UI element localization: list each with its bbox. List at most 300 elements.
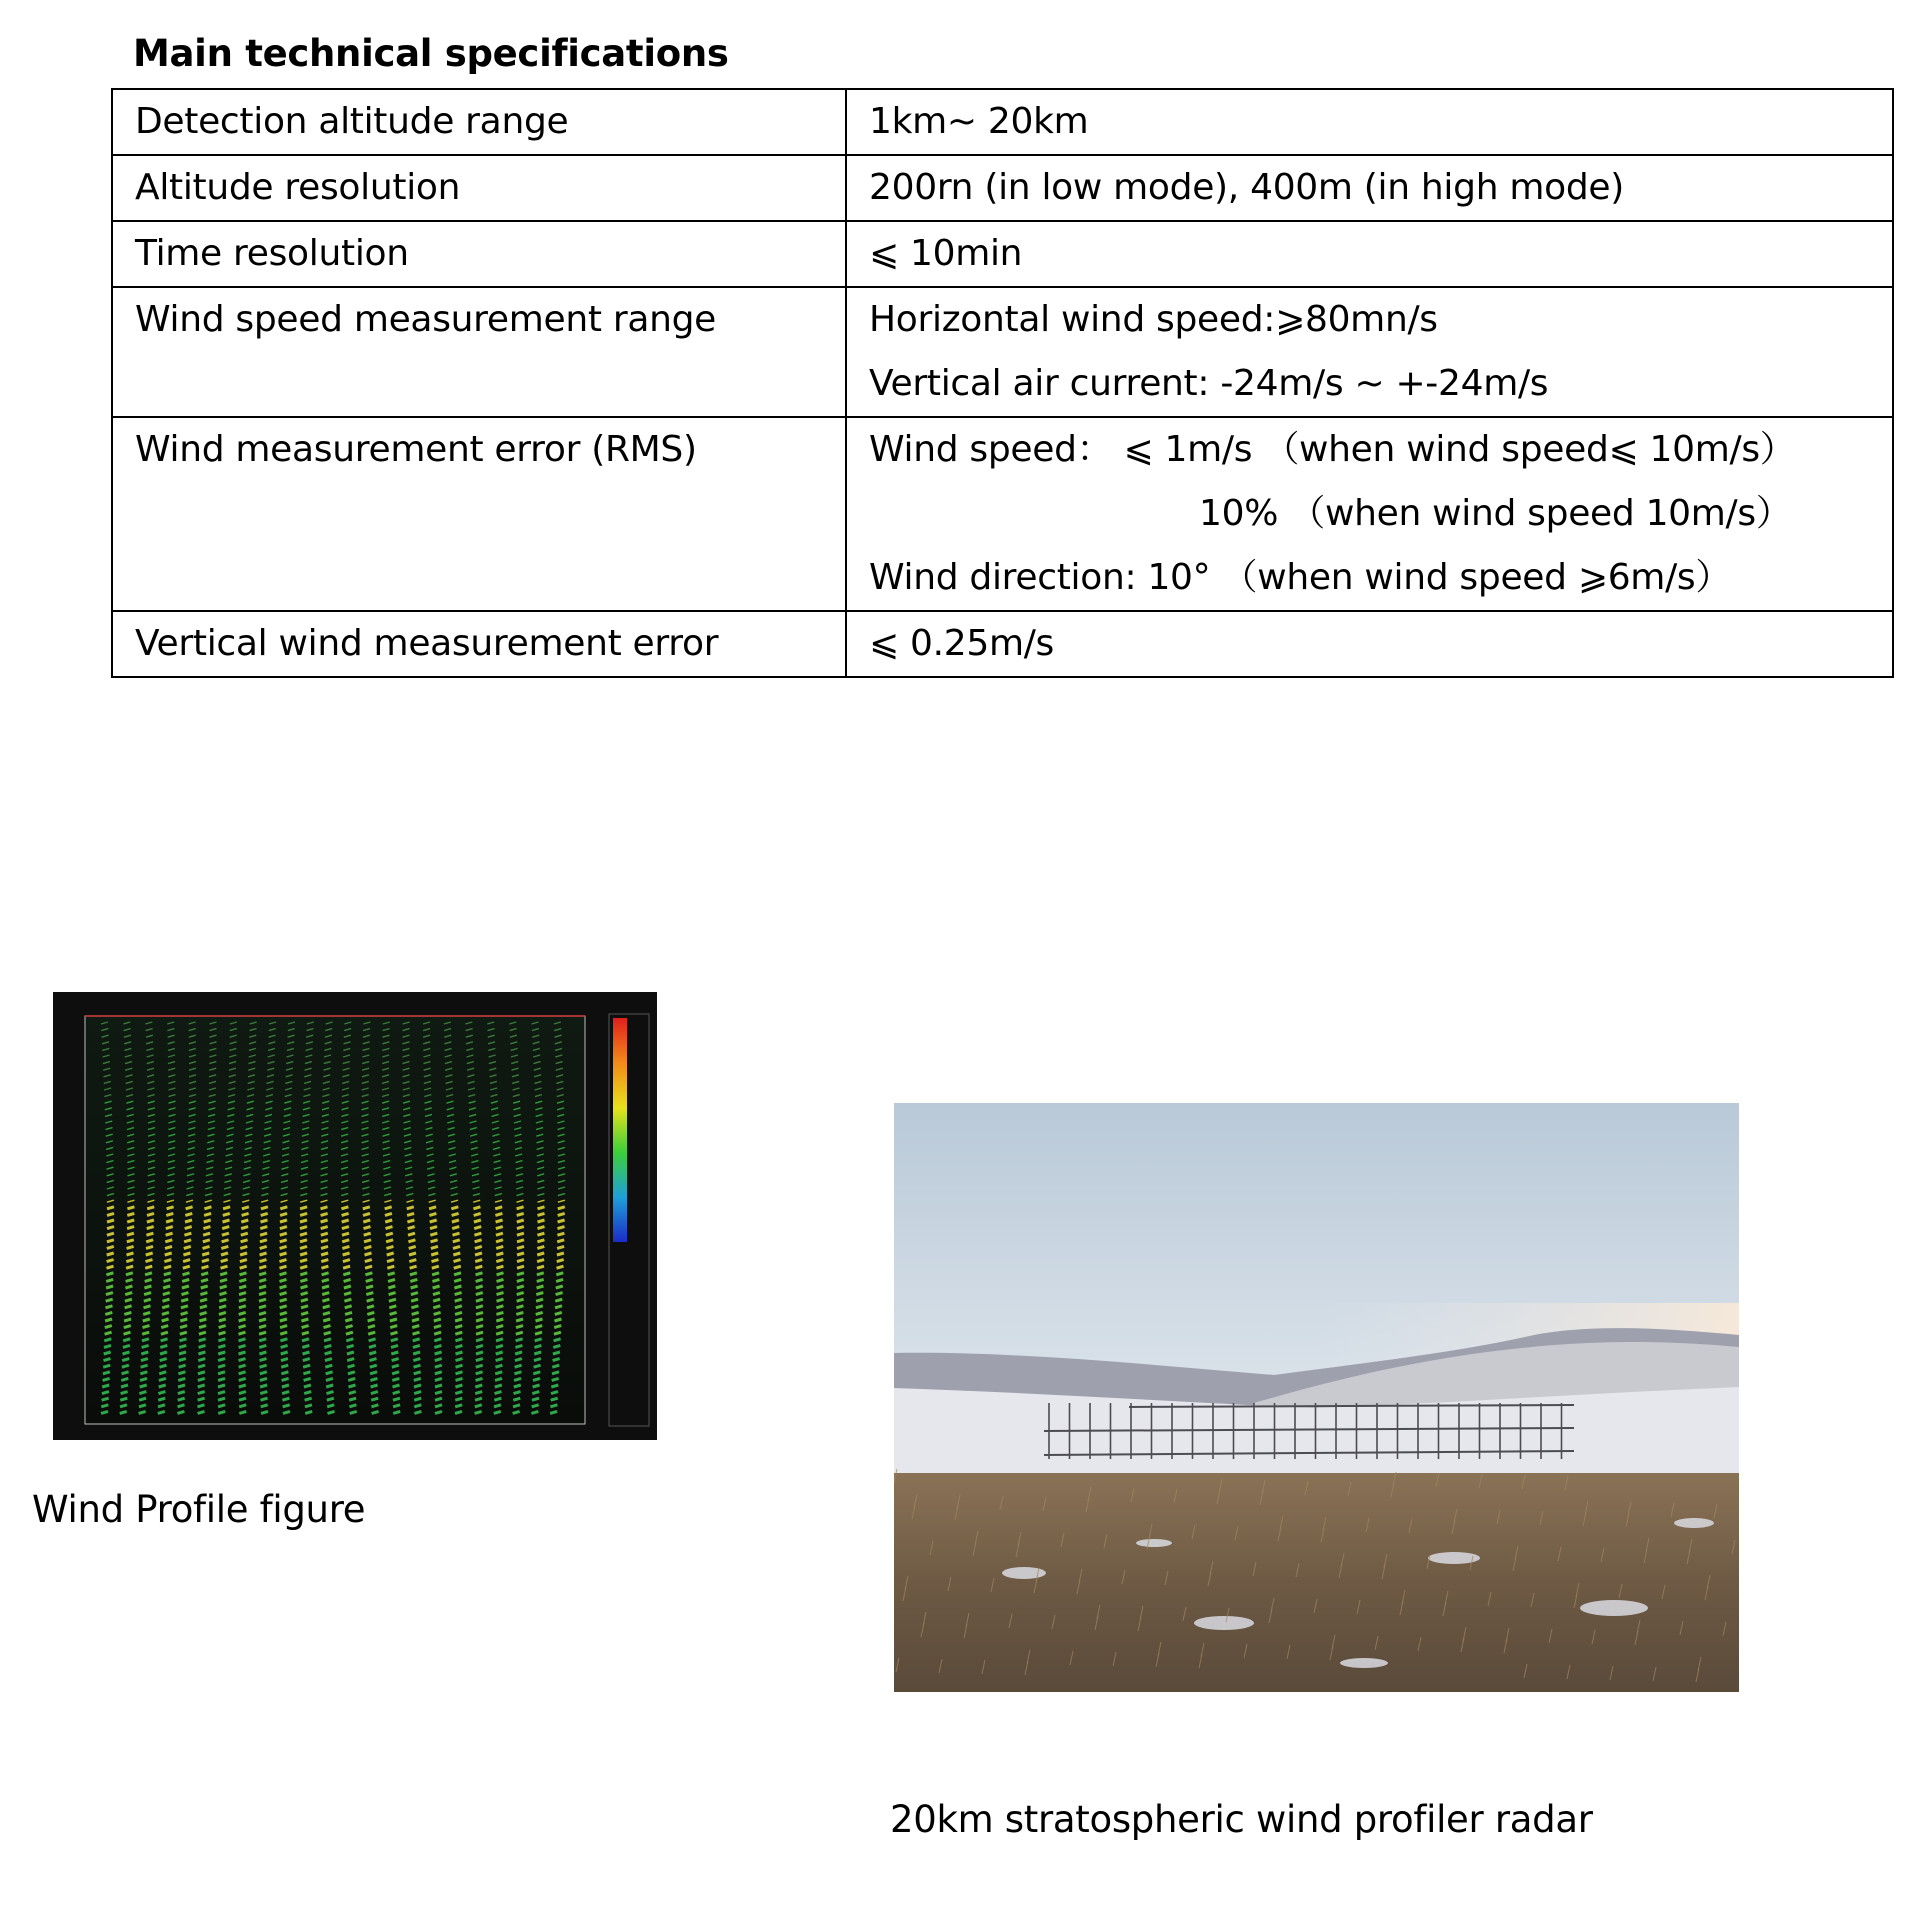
- wind-barb: [300, 1207, 307, 1209]
- wind-barb: [261, 1220, 268, 1222]
- wind-barb: [198, 1365, 205, 1367]
- wind-barb: [414, 1405, 421, 1407]
- wind-barb: [185, 1213, 192, 1215]
- wind-barb: [142, 1332, 149, 1334]
- wind-barb: [179, 1359, 186, 1361]
- wind-barb: [239, 1279, 246, 1281]
- wind-barb: [368, 1319, 375, 1321]
- wind-barb: [324, 1332, 331, 1334]
- wind-barb: [300, 1260, 307, 1262]
- wind-barb: [516, 1319, 523, 1321]
- wind-barb: [409, 1246, 416, 1248]
- wind-barb: [122, 1372, 129, 1374]
- wind-barb: [342, 1227, 349, 1229]
- spec-label: Detection altitude range: [112, 89, 846, 155]
- wind-barb: [452, 1227, 459, 1229]
- wind-barb: [282, 1392, 289, 1394]
- wind-barb: [202, 1266, 209, 1268]
- wind-barb: [413, 1352, 420, 1354]
- wind-barb: [515, 1352, 522, 1354]
- wind-barb: [364, 1240, 371, 1242]
- wind-barb: [282, 1385, 289, 1387]
- wind-barb: [414, 1411, 421, 1413]
- wind-barb: [393, 1398, 400, 1400]
- wind-barb: [496, 1233, 503, 1235]
- wind-barb: [347, 1359, 354, 1361]
- wind-barb: [106, 1299, 113, 1301]
- wind-barb: [455, 1293, 462, 1295]
- wind-barb: [280, 1246, 287, 1248]
- wind-barb: [102, 1385, 109, 1387]
- wind-barb: [125, 1286, 132, 1288]
- wind-barb: [107, 1227, 114, 1229]
- wind-barb: [159, 1378, 166, 1380]
- wind-barb: [121, 1385, 128, 1387]
- wind-barb: [342, 1240, 349, 1242]
- wind-barb: [364, 1246, 371, 1248]
- wind-barb: [515, 1345, 522, 1347]
- wind-barb: [453, 1240, 460, 1242]
- wind-barb: [259, 1266, 266, 1268]
- wind-barb: [346, 1326, 353, 1328]
- wind-barb: [107, 1213, 114, 1215]
- wind-barb: [239, 1286, 246, 1288]
- wind-barb: [106, 1306, 113, 1308]
- wind-barb: [186, 1207, 193, 1209]
- wind-barb: [242, 1207, 249, 1209]
- wind-barb: [125, 1306, 132, 1308]
- wind-barb: [166, 1213, 173, 1215]
- wind-barb: [496, 1220, 503, 1222]
- wind-barb: [222, 1227, 229, 1229]
- wind-barb: [476, 1352, 483, 1354]
- wind-barb: [555, 1306, 562, 1308]
- wind-barb: [496, 1227, 503, 1229]
- wind-barb: [476, 1306, 483, 1308]
- wind-barb: [103, 1378, 110, 1380]
- wind-barb: [413, 1339, 420, 1341]
- wind-barb: [322, 1279, 329, 1281]
- wind-barb: [146, 1246, 153, 1248]
- wind-barb: [495, 1378, 502, 1380]
- wind-barb: [537, 1246, 544, 1248]
- wind-barb: [344, 1299, 351, 1301]
- wind-barb: [389, 1306, 396, 1308]
- wind-barb: [240, 1266, 247, 1268]
- wind-barb: [455, 1385, 462, 1387]
- wind-barb: [281, 1352, 288, 1354]
- wind-barb: [370, 1359, 377, 1361]
- wind-barb: [517, 1273, 524, 1275]
- wind-barb: [342, 1246, 349, 1248]
- wind-barb: [349, 1398, 356, 1400]
- wind-barb: [434, 1319, 441, 1321]
- wind-barb: [452, 1220, 459, 1222]
- wind-barb: [413, 1345, 420, 1347]
- wind-barb: [433, 1293, 440, 1295]
- wind-barb: [218, 1352, 225, 1354]
- wind-barb: [184, 1246, 191, 1248]
- wind-barb: [198, 1405, 205, 1407]
- wind-barb: [517, 1240, 524, 1242]
- wind-barb: [452, 1213, 459, 1215]
- wind-barb: [435, 1352, 442, 1354]
- wind-barb: [281, 1365, 288, 1367]
- wind-barb: [391, 1345, 398, 1347]
- wind-barb: [107, 1266, 114, 1268]
- wind-barb: [349, 1385, 356, 1387]
- wind-barb: [367, 1299, 374, 1301]
- wind-barb: [538, 1227, 545, 1229]
- wind-profile-caption: Wind Profile figure: [32, 1488, 366, 1531]
- wind-barb: [185, 1220, 192, 1222]
- wind-barb: [537, 1273, 544, 1275]
- section-heading: Main technical specifications: [133, 32, 729, 75]
- wind-barb: [162, 1306, 169, 1308]
- wind-barb: [241, 1227, 248, 1229]
- spec-value-line: Wind speed： ⩽ 1m/s （when wind speed⩽ 10m/s）: [869, 429, 1796, 470]
- wind-barb: [369, 1352, 376, 1354]
- wind-barb: [496, 1319, 503, 1321]
- wind-profile-figure: [53, 992, 657, 1440]
- wind-barb: [239, 1378, 246, 1380]
- wind-barb: [517, 1207, 524, 1209]
- wind-barb: [537, 1253, 544, 1255]
- wind-barb: [411, 1286, 418, 1288]
- wind-barb: [321, 1207, 328, 1209]
- wind-barb: [222, 1233, 229, 1235]
- wind-barb: [434, 1339, 441, 1341]
- wind-barb: [145, 1273, 152, 1275]
- table-row: [112, 155, 1893, 221]
- wind-barb: [239, 1339, 246, 1341]
- wind-barb: [200, 1299, 207, 1301]
- wind-barb: [198, 1352, 205, 1354]
- wind-barb: [218, 1345, 225, 1347]
- wind-barb: [105, 1312, 112, 1314]
- wind-barb: [534, 1345, 541, 1347]
- wind-barb: [107, 1207, 114, 1209]
- wind-barb: [412, 1326, 419, 1328]
- wind-barb: [126, 1273, 133, 1275]
- wind-barb: [435, 1365, 442, 1367]
- wind-barb: [345, 1312, 352, 1314]
- wind-barb: [496, 1266, 503, 1268]
- wind-barb: [321, 1233, 328, 1235]
- wind-barb: [182, 1279, 189, 1281]
- spec-value: [846, 221, 1893, 287]
- wind-barb: [475, 1240, 482, 1242]
- wind-barb: [495, 1213, 502, 1215]
- wind-barb: [301, 1293, 308, 1295]
- wind-barb: [160, 1345, 167, 1347]
- wind-barb: [105, 1326, 112, 1328]
- wind-barb: [183, 1273, 190, 1275]
- table-row: [112, 89, 1893, 155]
- wind-barb: [552, 1372, 559, 1374]
- wind-barb: [536, 1299, 543, 1301]
- wind-barb: [179, 1352, 186, 1354]
- wind-barb: [455, 1339, 462, 1341]
- wind-barb: [517, 1246, 524, 1248]
- wind-barb: [455, 1306, 462, 1308]
- wind-barb: [167, 1207, 174, 1209]
- wind-barb: [259, 1273, 266, 1275]
- wind-barb: [516, 1312, 523, 1314]
- wind-barb: [476, 1339, 483, 1341]
- wind-barb: [346, 1332, 353, 1334]
- wind-barb: [185, 1227, 192, 1229]
- wind-barb: [391, 1352, 398, 1354]
- wind-barb: [239, 1299, 246, 1301]
- wind-barb: [327, 1392, 334, 1394]
- wind-barb: [221, 1253, 228, 1255]
- wind-barb: [343, 1253, 350, 1255]
- wind-barb: [322, 1286, 329, 1288]
- spec-value: [846, 89, 1893, 155]
- wind-barb: [363, 1207, 370, 1209]
- wind-barb: [474, 1227, 481, 1229]
- wind-barb: [514, 1392, 521, 1394]
- wind-barb: [125, 1299, 132, 1301]
- wind-barb: [531, 1411, 538, 1413]
- wind-barb: [141, 1352, 148, 1354]
- wind-barb: [517, 1253, 524, 1255]
- wind-barb: [106, 1293, 113, 1295]
- wind-barb: [368, 1326, 375, 1328]
- wind-barb: [538, 1207, 545, 1209]
- wind-barb: [343, 1260, 350, 1262]
- wind-barb: [387, 1260, 394, 1262]
- wind-barb: [105, 1332, 112, 1334]
- wind-barb: [432, 1260, 439, 1262]
- wind-barb: [412, 1312, 419, 1314]
- wind-barb: [348, 1365, 355, 1367]
- wind-barb: [558, 1227, 565, 1229]
- spec-value-line: Wind direction: 10° （when wind speed ⩾6m/s）: [869, 557, 1732, 598]
- wind-barb: [260, 1240, 267, 1242]
- wind-barb: [369, 1345, 376, 1347]
- wind-barb: [496, 1240, 503, 1242]
- wind-barb: [557, 1233, 564, 1235]
- wind-barb: [410, 1279, 417, 1281]
- wind-barb: [259, 1332, 266, 1334]
- wind-barb: [517, 1260, 524, 1262]
- wind-barb: [204, 1213, 211, 1215]
- wind-barb: [538, 1220, 545, 1222]
- wind-barb: [220, 1293, 227, 1295]
- wind-barb: [554, 1332, 561, 1334]
- wind-barb: [142, 1339, 149, 1341]
- wind-barb: [412, 1319, 419, 1321]
- wind-barb: [218, 1372, 225, 1374]
- wind-barb: [218, 1392, 225, 1394]
- wind-barb: [300, 1227, 307, 1229]
- wind-barb: [411, 1299, 418, 1301]
- wind-barb: [435, 1411, 442, 1413]
- wind-barb: [101, 1411, 108, 1413]
- wind-barb: [304, 1392, 311, 1394]
- wind-barb: [124, 1332, 131, 1334]
- wind-barb: [435, 1405, 442, 1407]
- wind-barb: [239, 1372, 246, 1374]
- wind-barb: [239, 1312, 246, 1314]
- wind-barb: [414, 1392, 421, 1394]
- spec-label: Wind speed measurement range: [112, 287, 846, 417]
- wind-barb: [496, 1260, 503, 1262]
- spec-value: [846, 155, 1893, 221]
- wind-barb: [147, 1220, 154, 1222]
- wind-barb: [326, 1372, 333, 1374]
- wind-barb: [392, 1378, 399, 1380]
- wind-barb: [125, 1293, 132, 1295]
- wind-barb: [342, 1233, 349, 1235]
- wind-barb: [239, 1326, 246, 1328]
- wind-barb: [241, 1240, 248, 1242]
- table-row: [112, 287, 1893, 417]
- wind-barb: [260, 1365, 267, 1367]
- wind-barb: [241, 1220, 248, 1222]
- wind-barb: [280, 1207, 287, 1209]
- wind-barb: [517, 1299, 524, 1301]
- wind-barb: [182, 1286, 189, 1288]
- wind-barb: [181, 1299, 188, 1301]
- wind-barb: [179, 1345, 186, 1347]
- wind-barb: [558, 1213, 565, 1215]
- wind-barb: [558, 1207, 565, 1209]
- wind-barb: [121, 1378, 128, 1380]
- wind-barb: [517, 1213, 524, 1215]
- wind-barb: [538, 1213, 545, 1215]
- wind-barb: [455, 1312, 462, 1314]
- wind-barb: [516, 1306, 523, 1308]
- wind-barb: [305, 1411, 312, 1413]
- wind-barb: [161, 1326, 168, 1328]
- wind-barb: [494, 1411, 501, 1413]
- wind-barb: [165, 1253, 172, 1255]
- wind-barb: [434, 1345, 441, 1347]
- wind-barb: [556, 1273, 563, 1275]
- wind-barb: [198, 1398, 205, 1400]
- wind-barb: [365, 1266, 372, 1268]
- wind-barb: [219, 1332, 226, 1334]
- wind-barb: [280, 1326, 287, 1328]
- wind-barb: [107, 1240, 114, 1242]
- wind-barb: [123, 1345, 130, 1347]
- wind-barb: [302, 1345, 309, 1347]
- wind-barb: [127, 1213, 134, 1215]
- wind-barb: [200, 1293, 207, 1295]
- wind-barb: [431, 1240, 438, 1242]
- wind-barb: [454, 1266, 461, 1268]
- wind-barb: [283, 1411, 290, 1413]
- spec-value: [846, 417, 1893, 611]
- wind-barb: [220, 1286, 227, 1288]
- wind-barb: [219, 1326, 226, 1328]
- wind-barb: [104, 1359, 111, 1361]
- wind-barb: [178, 1378, 185, 1380]
- wind-barb: [220, 1279, 227, 1281]
- wind-barb: [515, 1365, 522, 1367]
- wind-barb: [388, 1273, 395, 1275]
- wind-barb: [414, 1385, 421, 1387]
- wind-barb: [476, 1378, 483, 1380]
- wind-barb: [476, 1326, 483, 1328]
- wind-barb: [124, 1326, 131, 1328]
- wind-barb: [280, 1312, 287, 1314]
- wind-barb: [368, 1332, 375, 1334]
- radar-site-image: [894, 1103, 1739, 1692]
- wind-barb: [239, 1319, 246, 1321]
- wind-barb: [301, 1319, 308, 1321]
- spec-value-line: Vertical air current: -24m/s ~ +-24m/s: [869, 363, 1549, 404]
- wind-barb: [123, 1352, 130, 1354]
- wind-barb: [259, 1345, 266, 1347]
- wind-barb: [143, 1326, 150, 1328]
- wind-barb: [517, 1266, 524, 1268]
- wind-barb: [476, 1332, 483, 1334]
- wind-barb: [124, 1312, 131, 1314]
- wind-barb: [142, 1345, 149, 1347]
- wind-barb: [551, 1392, 558, 1394]
- wind-barb: [517, 1279, 524, 1281]
- wind-barb: [453, 1246, 460, 1248]
- wind-barb: [370, 1365, 377, 1367]
- wind-barb: [557, 1260, 564, 1262]
- wind-barb: [454, 1286, 461, 1288]
- wind-barb: [147, 1207, 154, 1209]
- wind-barb: [177, 1411, 184, 1413]
- wind-barb: [140, 1372, 147, 1374]
- wind-barb: [391, 1332, 398, 1334]
- wind-barb: [557, 1253, 564, 1255]
- wind-barb: [123, 1339, 130, 1341]
- wind-barb: [536, 1319, 543, 1321]
- wind-barb: [202, 1260, 209, 1262]
- wind-barb: [455, 1345, 462, 1347]
- wind-barb: [260, 1385, 267, 1387]
- wind-barb: [496, 1339, 503, 1341]
- wind-barb: [364, 1227, 371, 1229]
- wind-barb: [260, 1227, 267, 1229]
- wind-barb: [365, 1260, 372, 1262]
- wind-barb: [321, 1253, 328, 1255]
- wind-barb: [146, 1233, 153, 1235]
- wind-barb: [344, 1293, 351, 1295]
- wind-barb: [239, 1392, 246, 1394]
- wind-barb: [322, 1273, 329, 1275]
- wind-barb: [321, 1220, 328, 1222]
- table-row: [112, 417, 1893, 611]
- wind-barb: [147, 1213, 154, 1215]
- wind-barb: [302, 1332, 309, 1334]
- wind-barb: [199, 1345, 206, 1347]
- wind-barb: [388, 1279, 395, 1281]
- wind-barb: [304, 1385, 311, 1387]
- wind-barb: [554, 1326, 561, 1328]
- wind-barb: [453, 1233, 460, 1235]
- wind-barb: [537, 1286, 544, 1288]
- wind-barb: [239, 1359, 246, 1361]
- wind-barb: [239, 1293, 246, 1295]
- wind-barb: [347, 1345, 354, 1347]
- wind-barb: [223, 1213, 230, 1215]
- wind-barb: [305, 1405, 312, 1407]
- wind-barb: [280, 1293, 287, 1295]
- wind-barb: [144, 1293, 151, 1295]
- wind-barb: [178, 1372, 185, 1374]
- wind-barb: [305, 1398, 312, 1400]
